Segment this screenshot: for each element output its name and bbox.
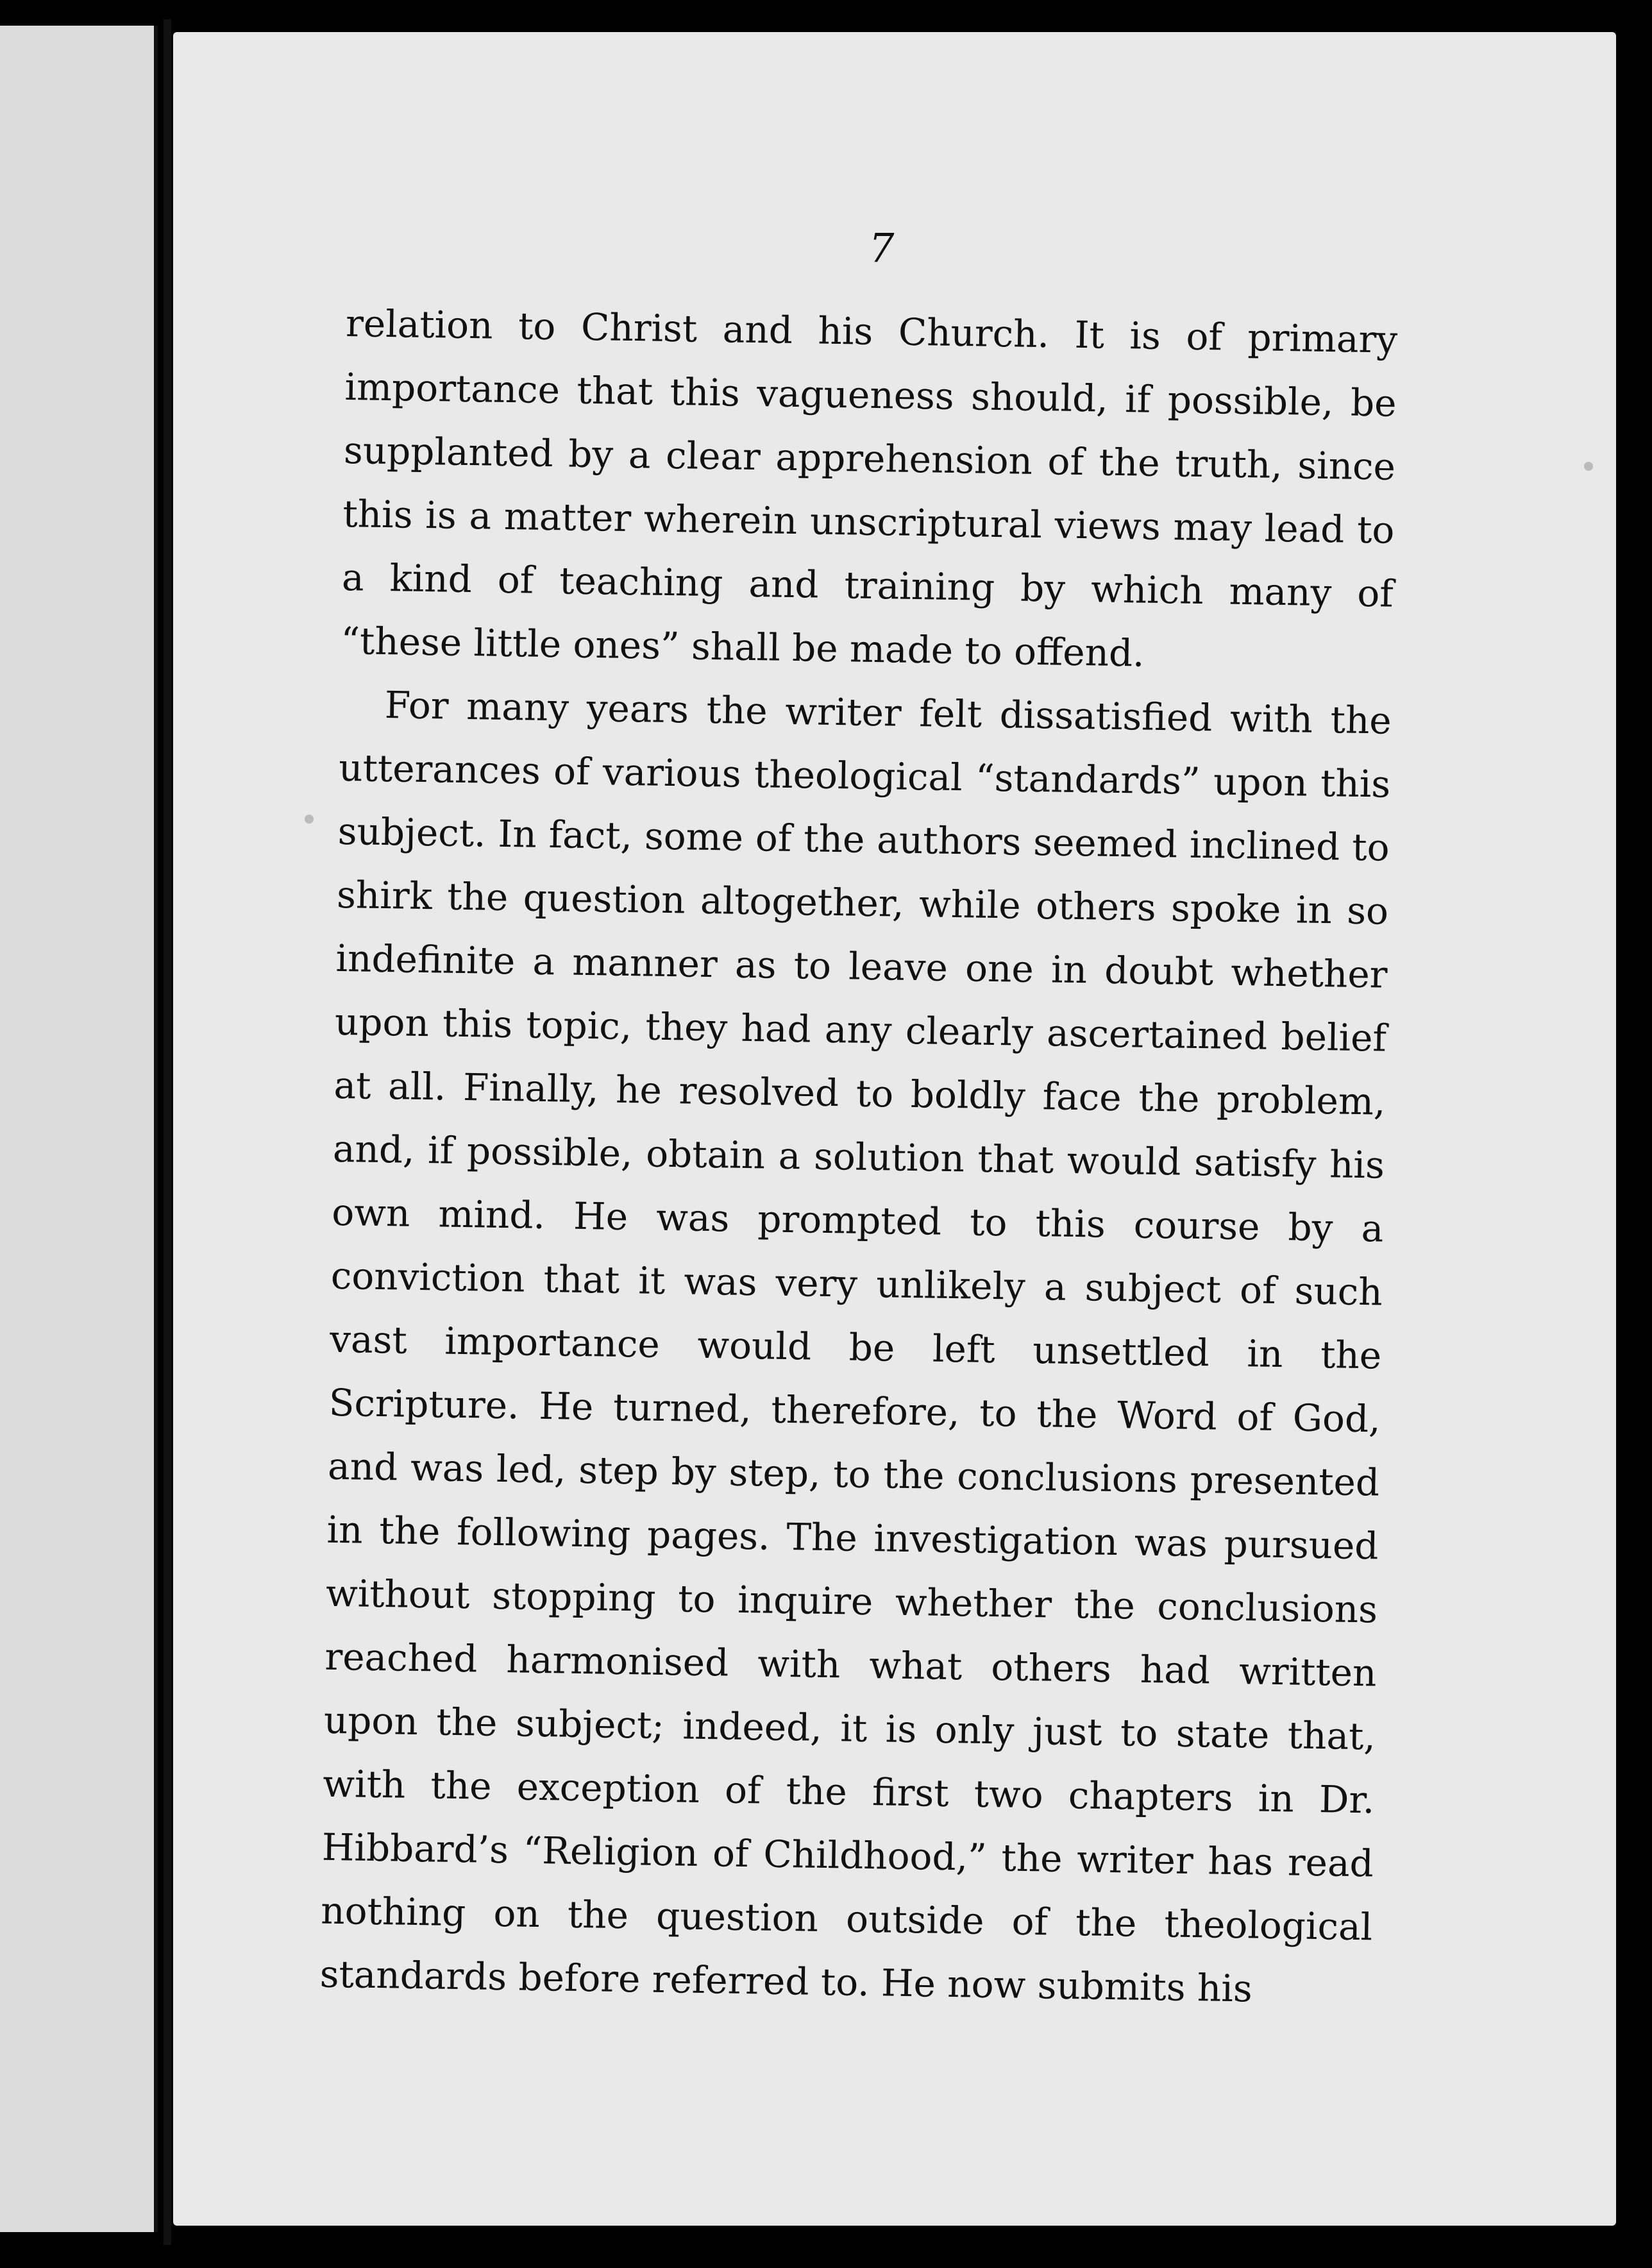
previous-page-edge bbox=[0, 26, 158, 2232]
page-number: 7 bbox=[869, 224, 895, 271]
paragraph: For many years the writer felt dissatisfied with the utterances of various theological “standards” upon this subject. In fact, some of the authors seemed inclined to shirk the question altogether, while others spoke in so indefinite a manner as to leave one in doubt whether upon this topic, they had any clearly ascertained belief at all. Finally, he resolved to boldly face the problem, and, if possible, obtain a solution that would satisfy his own mind. He was prompted to this course by a conviction that it was very unlikely a subject of such vast importance would be left unsettled in the Scripture. He turned, therefore, to the Word of God, and was led, step by step, to the conclusions presented in the following pages. The investigation was pursued without stopping to inquire whether the conclusions reached harmonised with what others had written upon the subject; indeed, it is only just to state that, with the exception of the first two chapters in Dr. Hibbard’s “Religion of Childhood,” the writer has read nothing on the question outside of the theological standards before referred to. He now submits his bbox=[319, 683, 1392, 2011]
paragraph-continued: relation to Christ and his Church. It is of primary importance that this vagueness should, if possible, be supplanted by a clear apprehension of the truth, since this is a matter wherein unscriptural views may lead to a kind of teaching and training by which many of “these little ones” shall be made to offend. bbox=[340, 301, 1398, 675]
paper-speck bbox=[305, 815, 314, 824]
paper-speck bbox=[1584, 462, 1593, 471]
book-gutter bbox=[164, 19, 171, 2245]
body-text bbox=[319, 292, 1398, 2022]
